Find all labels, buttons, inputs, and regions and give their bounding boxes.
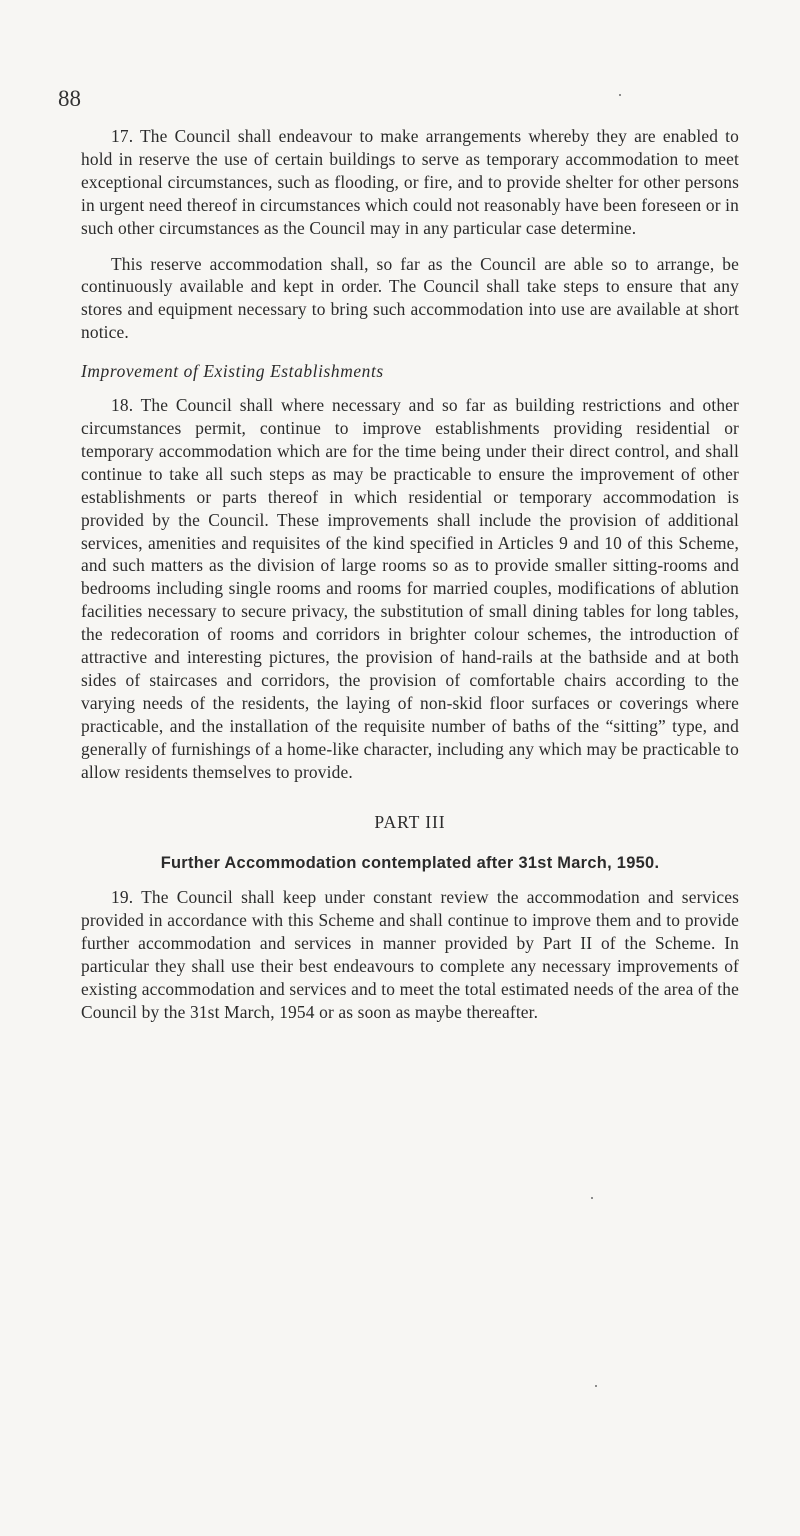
section-heading-improvement: Improvement of Existing Establishments (81, 361, 384, 382)
scan-speck (619, 94, 621, 96)
part-heading: PART III (374, 812, 446, 833)
page-number: 88 (58, 86, 81, 111)
paragraph-17-reserve: This reserve accommodation shall, so far as the Council are able so to arrange, be continuously available and kept in order. The Council shall take steps to ensure that any stores and equipment necessary to bring such accommodation into use are available at short notice. (81, 253, 739, 343)
paragraph-17: 17. The Council shall endeavour to make arrangements whereby they are enabled to hold in reserve the use of certain buildings to serve as temporary accommodation to meet exceptional circumstances, such as flooding, or fire, and to provide shelter for other persons in urgent need thereof in circumstances which could not reasonably have been foreseen or in such other circumstances as the Council may in any particular case determine. (81, 126, 739, 238)
scan-speck (591, 1197, 593, 1199)
part-subheading: Further Accommodation contemplated after 31st March, 1950. (160, 854, 660, 873)
paragraph-18: 18. The Council shall where necessary and so far as building restrictions and other circumstances permit, continue to improve establishments providing residential or temporary accommodation which are for the time being under their direct control, and shall continue to take all such steps as may be practicable to ensure the improvement of other establishments or parts thereof in which residential or temporary accommodation is provided by the Council. These improvements shall include the provision of additional services, amenities and requisites of the kind specified in Articles 9 and 10 of this Scheme, and such matters as the division of large rooms so as to provide smaller sitting-rooms and bedrooms including single rooms and rooms for married couples, modifications of ablution facilities necessary to secure privacy, the substitution of small dining tables for long tables, the redecoration of rooms and corridors in brighter colour schemes, the introduction of attractive and interesting pictures, the provision of hand-rails at the bathside and at both sides of staircases and corridors, the provision of comfortable chairs according to the varying needs of the residents, the laying of non-skid floor surfaces or coverings where practicable, and the installation of the requisite number of baths of the “sitting” type, and generally of furnishings of a home-like character, including any which may be practicable to allow residents themselves to provide. (81, 395, 739, 782)
scan-speck (595, 1385, 597, 1387)
paragraph-19: 19. The Council shall keep under constant review the accommodation and services provided in accordance with this Scheme and shall continue to improve them and to provide further accommodation and services in manner provided by Part II of the Scheme. In particular they shall use their best endeavours to complete any necessary improvements of existing accommodation and services and to meet the total estimated needs of the area of the Council by the 31st March, 1954 or as soon as maybe thereafter. (81, 887, 739, 1022)
document-body (81, 125, 739, 1024)
